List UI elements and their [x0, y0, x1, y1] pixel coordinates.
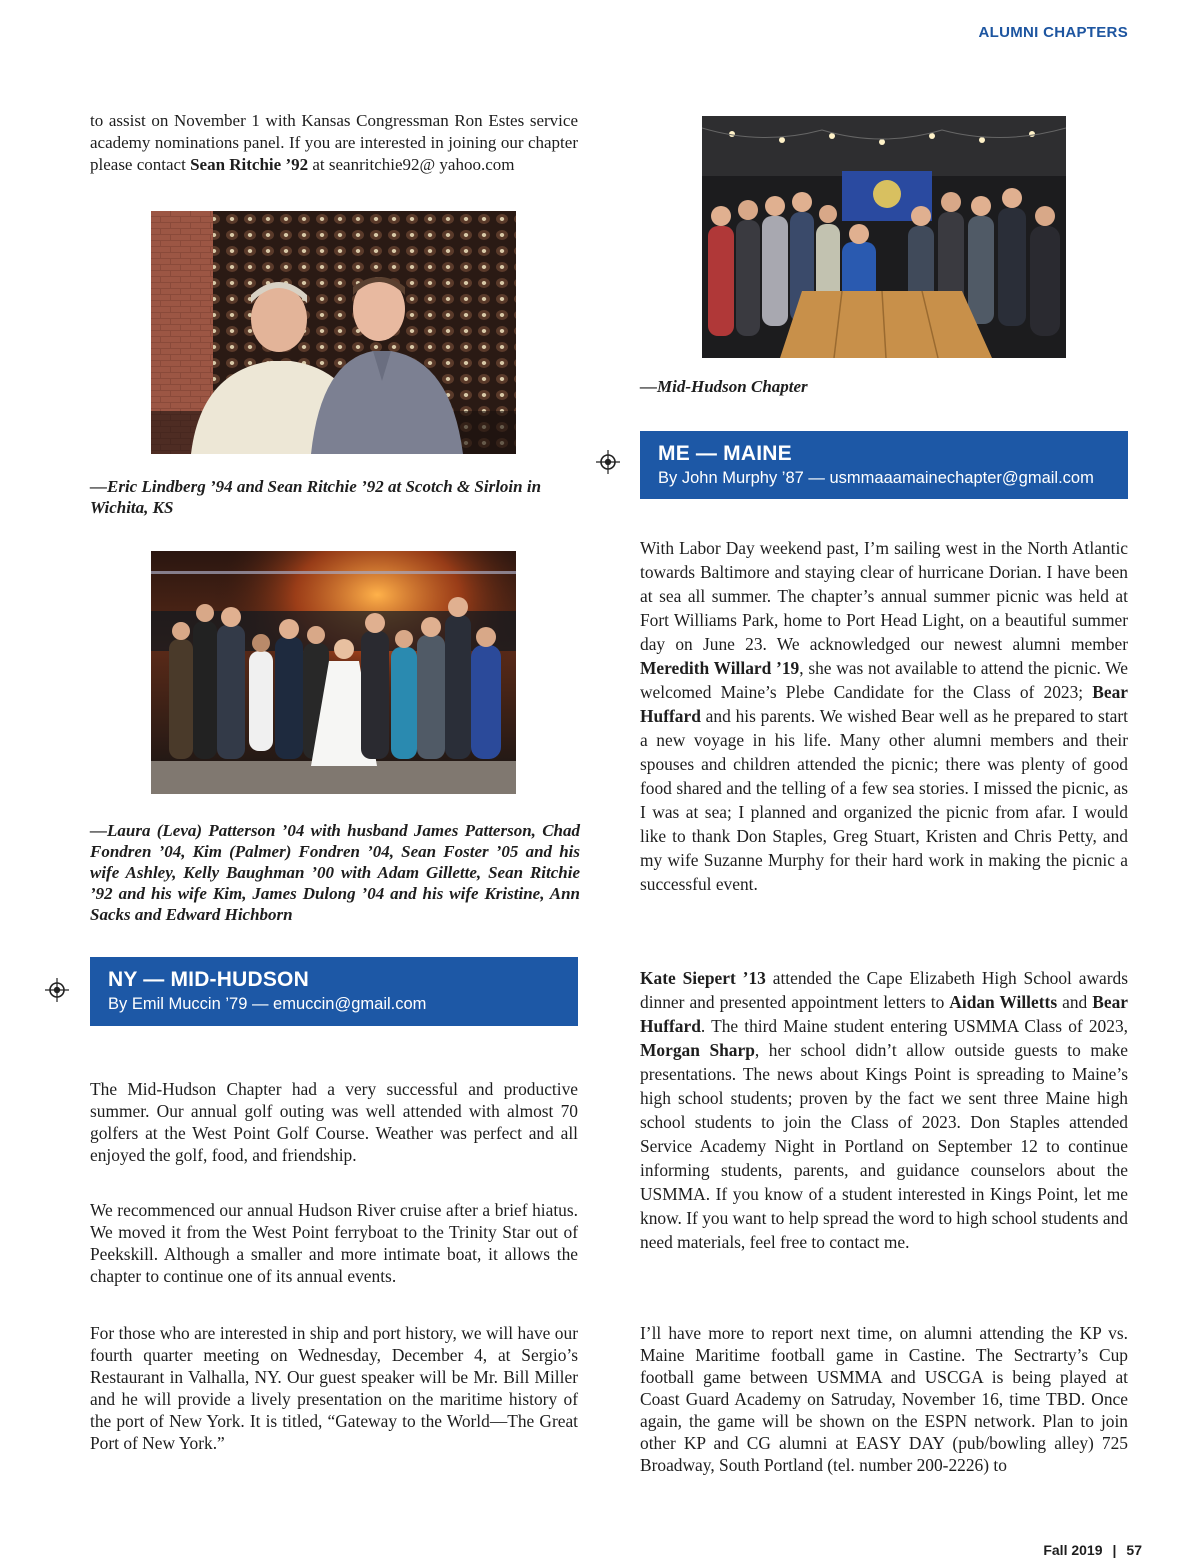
- me-paragraph-2: [640, 966, 1128, 1254]
- me-paragraph-3: I’ll have more to report next time, on alumni attending the KP vs. Maine Maritime football game in Castine. The Sectrarty’s Cup football game between USMMA and USCGA is being played at Coast Guard Academy on Satruday, November 16, time TBD. Once again, the game will be shown on the ESPN network. Plan to join other KP and CG alumni at EASY DAY (pub/bowling alley) 725 Broadway, South Portland (tel. number 200-2226) to: [640, 1323, 1128, 1475]
- me-p1-bold-1: Meredith Willard ’19: [640, 658, 800, 678]
- footer-separator: |: [1112, 1542, 1117, 1558]
- section-header-ny-mid-hudson: [90, 957, 578, 1026]
- caption-wine-wall: —Eric Lindberg ’94 and Sean Ritchie ’92 at Scotch & Sirloin in Wichita, KS: [90, 477, 542, 517]
- section-header-me-maine: [640, 431, 1128, 499]
- me-p1-text-3: and his parents. We wished Bear well as he prepared to start a new voyage in his life. Many other alumni members and their spouses and children attended the picnic; there was plenty of good food shared and the telling of a few sea stories. I missed the picnic, as I was at sea; I planned and organized the picnic from afar. I would like to thank Don Staples, Greg Stuart, Kristen and Chris Petty, and my wife Suzanne Murphy for their hard work in making the picnic a successful event.: [640, 706, 1128, 894]
- page-number: 57: [1126, 1542, 1142, 1558]
- me-p2-bold-1: Kate Siepert ’13: [640, 968, 766, 988]
- me-p2-text-3: . The third Maine student entering USMMA Class of 2023,: [700, 1016, 1128, 1036]
- intro-bold-name: Sean Ritchie ’92: [190, 155, 309, 174]
- page-footer: [1043, 1542, 1142, 1558]
- photo-wine-wall: [151, 211, 516, 454]
- photo-wedding-group: [151, 551, 516, 794]
- me-p1-text-1: With Labor Day weekend past, I’m sailing west in the North Atlantic towards Baltimore and staying clear of hurricane Dorian. I have been at sea all summer. The chapter’s annual summer picnic was held at Fort Williams Park, home to Port Head Light, on a beautiful summer day on June 23. We acknowledged our newest alumni member: [640, 538, 1128, 654]
- section-byline-ny: By Emil Muccin ’79 — emuccin@gmail.com: [108, 995, 427, 1013]
- ny-paragraph-3: For those who are interested in ship and port history, we will have our fourth quarter meeting on Wednesday, December 4, at Sergio’s Restaurant in Valhalla, NY. Our guest speaker will be Mr. Bill Miller and he will provide a lively presentation on the maritime history of the port of New York. It is titled, “Gateway to the World—The Great Port of New York.”: [90, 1323, 578, 1453]
- section-byline-me: By John Murphy ’87 — usmmaaamainechapter@gmail.com: [658, 469, 1094, 487]
- section-title-me: ME — MAINE: [658, 442, 792, 465]
- section-title-ny: NY — MID-HUDSON: [108, 968, 309, 991]
- intro-paragraph: [90, 110, 578, 176]
- crosshair-registration-icon: [45, 978, 69, 1002]
- photo-mid-hudson-chapter: [702, 116, 1066, 358]
- footer-issue: Fall 2019: [1043, 1542, 1103, 1558]
- me-p2-bold-3: Bear Huffard: [640, 992, 1128, 1036]
- ny-paragraph-2: We recommenced our annual Hudson River cruise after a brief hiatus. We moved it from the West Point ferryboat to the Trinity Star out of Peekskill. Although a smaller and more intimate boat, it allows the chapter to continue one of its annual events.: [90, 1200, 578, 1286]
- section-header-label: ALUMNI CHAPTERS: [978, 24, 1128, 41]
- photo-wedding-group-image: [151, 551, 516, 794]
- caption-wedding-group: —Laura (Leva) Patterson ’04 with husband James Patterson, Chad Fondren ’04, Kim (Palmer) Fondren ’04, Sean Foster ’05 and his wife Ashley, Kelly Baughman ’00 with Adam Gillette, Sean Ritchie ’92 and his wife Kim, James Dulong ’04 and his wife Kristine, Ann Sacks and Edward Hichborn: [90, 821, 580, 924]
- me-p2-text-1: attended the Cape Elizabeth High School awards dinner and presented appointment letters to: [640, 968, 1129, 1012]
- intro-text-2: at seanritchie92@ yahoo.com: [308, 155, 515, 174]
- me-p2-text-4: , her school didn’t allow outside guests to make presentations. The news about Kings Point is spreading to Maine’s high school students; proven by the fact we sent three Maine high school students to join the Class of 2023. Don Staples attended Service Academy Night in Portland on September 12 to continue informing students, parents, and guidance counselors about the USMMA. If you know of a student interested in Kings Point, let me know. If you want to help spread the word to high school students and need materials, feel free to contact me.: [640, 1040, 1128, 1252]
- me-p1-bold-2: Bear Huffard: [640, 682, 1128, 726]
- ny-paragraph-1: The Mid-Hudson Chapter had a very successful and productive summer. Our annual golf outing was well attended with almost 70 golfers at the West Point Golf Course. Weather was perfect and all enjoyed the golf, food, and friendship.: [90, 1079, 578, 1165]
- me-paragraph-1: [640, 536, 1128, 896]
- photo-mid-hudson-chapter-image: [702, 116, 1066, 358]
- me-p2-bold-2: Aidan Willetts: [949, 992, 1058, 1012]
- me-p1-text-2: , she was not available to attend the picnic. We welcomed Maine’s Plebe Candidate for the Class of 2023;: [640, 658, 1128, 702]
- caption-mid-hudson-chapter: —Mid-Hudson Chapter: [640, 377, 808, 396]
- photo-wine-wall-image: [151, 211, 516, 454]
- intro-text-1: to assist on November 1 with Kansas Congressman Ron Estes service academy nominations panel. If you are interested in joining our chapter please contact: [90, 111, 578, 174]
- me-p2-text-2: and: [1057, 992, 1093, 1012]
- me-p2-bold-4: Morgan Sharp: [640, 1040, 755, 1060]
- crosshair-registration-icon: [596, 450, 620, 474]
